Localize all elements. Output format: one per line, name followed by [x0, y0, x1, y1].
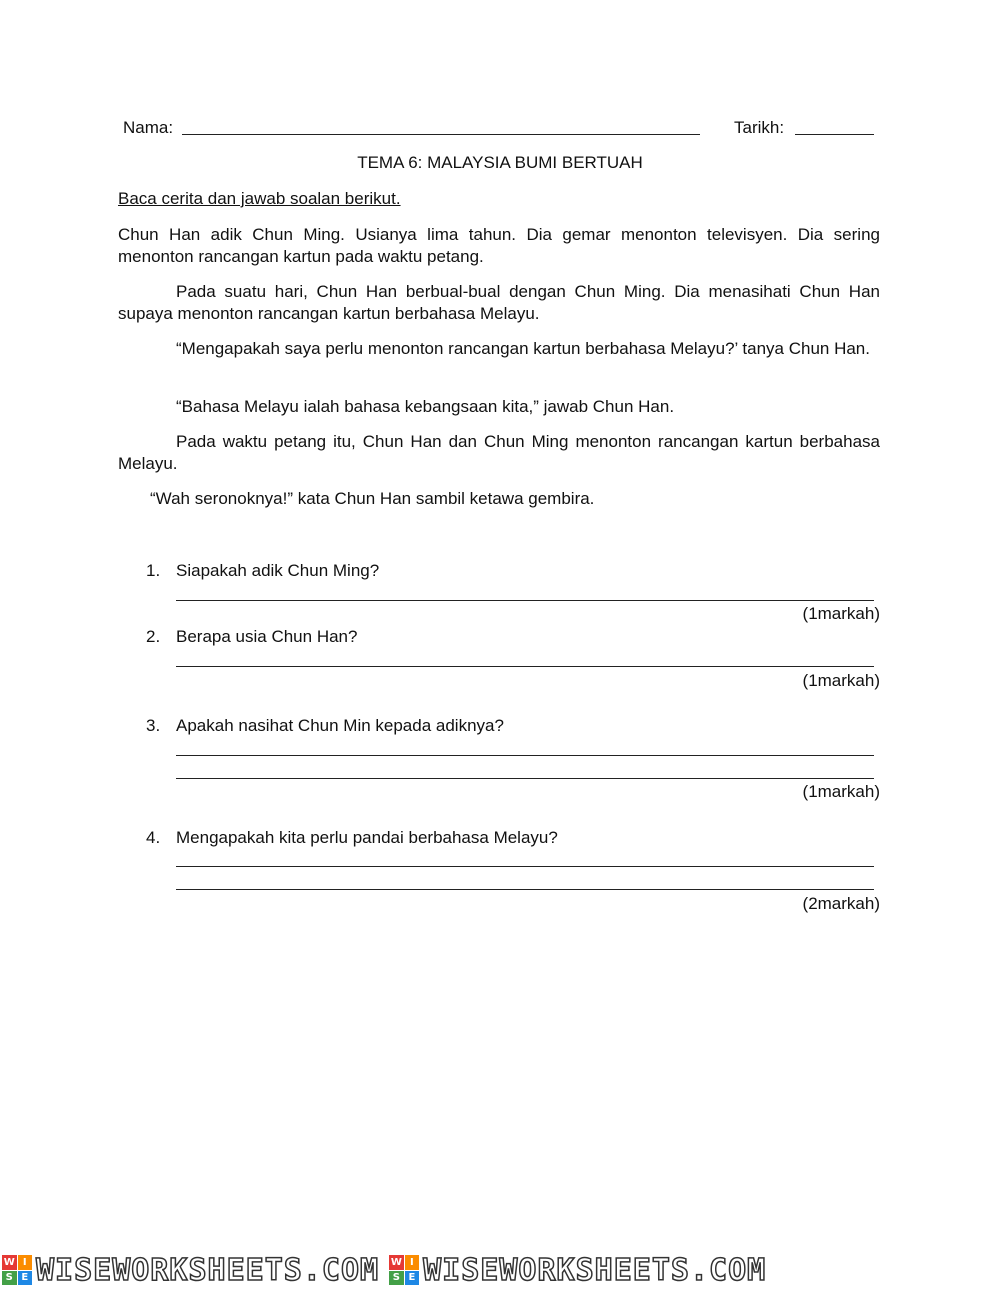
- question-4-answer-line-2[interactable]: [176, 889, 874, 890]
- question-3-answer-line-2[interactable]: [176, 778, 874, 779]
- question-3-marks: (1markah): [802, 782, 880, 801]
- question-4-marks: (2markah): [802, 894, 880, 913]
- question-1-marks: (1markah): [802, 604, 880, 623]
- question-3-number: 3.: [146, 716, 161, 735]
- instruction: Baca cerita dan jawab soalan berikut.: [118, 189, 401, 208]
- date-field[interactable]: [795, 134, 874, 135]
- question-1-number: 1.: [146, 561, 161, 580]
- question-2-text: Berapa usia Chun Han?: [176, 627, 358, 646]
- date-label: Tarikh:: [734, 118, 785, 137]
- wise-logo-icon: W I S E: [389, 1255, 419, 1285]
- story-paragraph-5: Pada waktu petang itu, Chun Han dan Chun Ming menonton rancangan kartun berbahasa Melayu.: [118, 432, 880, 473]
- question-2-number: 2.: [146, 627, 161, 646]
- watermark-text: WISEWORKSHEETS.COM: [36, 1252, 380, 1288]
- name-label: Nama:: [123, 118, 174, 137]
- question-3-text: Apakah nasihat Chun Min kepada adiknya?: [176, 716, 504, 735]
- watermark-block-1: [2, 1253, 379, 1288]
- page-title: TEMA 6: MALAYSIA BUMI BERTUAH: [357, 153, 643, 172]
- story-paragraph-1: Chun Han adik Chun Ming. Usianya lima tahun. Dia gemar menonton televisyen. Dia sering menonton rancangan kartun pada waktu petang.: [118, 225, 880, 266]
- story-paragraph-4: “Bahasa Melayu ialah bahasa kebangsaan kita,” jawab Chun Han.: [176, 397, 675, 416]
- story-paragraph-2: Pada suatu hari, Chun Han berbual-bual dengan Chun Ming. Dia menasihati Chun Han supaya menonton rancangan kartun berbahasa Melayu.: [118, 282, 880, 323]
- question-4-answer-line-1[interactable]: [176, 866, 874, 867]
- question-1-answer-line[interactable]: [176, 600, 874, 601]
- question-2-marks: (1markah): [802, 671, 880, 690]
- story-paragraph-3: “Mengapakah saya perlu menonton rancangan kartun berbahasa Melayu?’ tanya Chun Han.: [176, 339, 870, 358]
- footer-watermark: [0, 1252, 1000, 1288]
- question-4-text: Mengapakah kita perlu pandai berbahasa Melayu?: [176, 828, 558, 847]
- wise-logo-icon: W I S E: [2, 1255, 32, 1285]
- watermark-text: WISEWORKSHEETS.COM: [423, 1252, 767, 1288]
- story-paragraph-6: “Wah seronoknya!” kata Chun Han sambil ketawa gembira.: [150, 489, 595, 508]
- watermark-block-2: [389, 1253, 766, 1288]
- question-1-text: Siapakah adik Chun Ming?: [176, 561, 380, 580]
- name-field[interactable]: [182, 134, 700, 135]
- question-2-answer-line[interactable]: [176, 666, 874, 667]
- question-3-answer-line-1[interactable]: [176, 755, 874, 756]
- question-4-number: 4.: [146, 828, 161, 847]
